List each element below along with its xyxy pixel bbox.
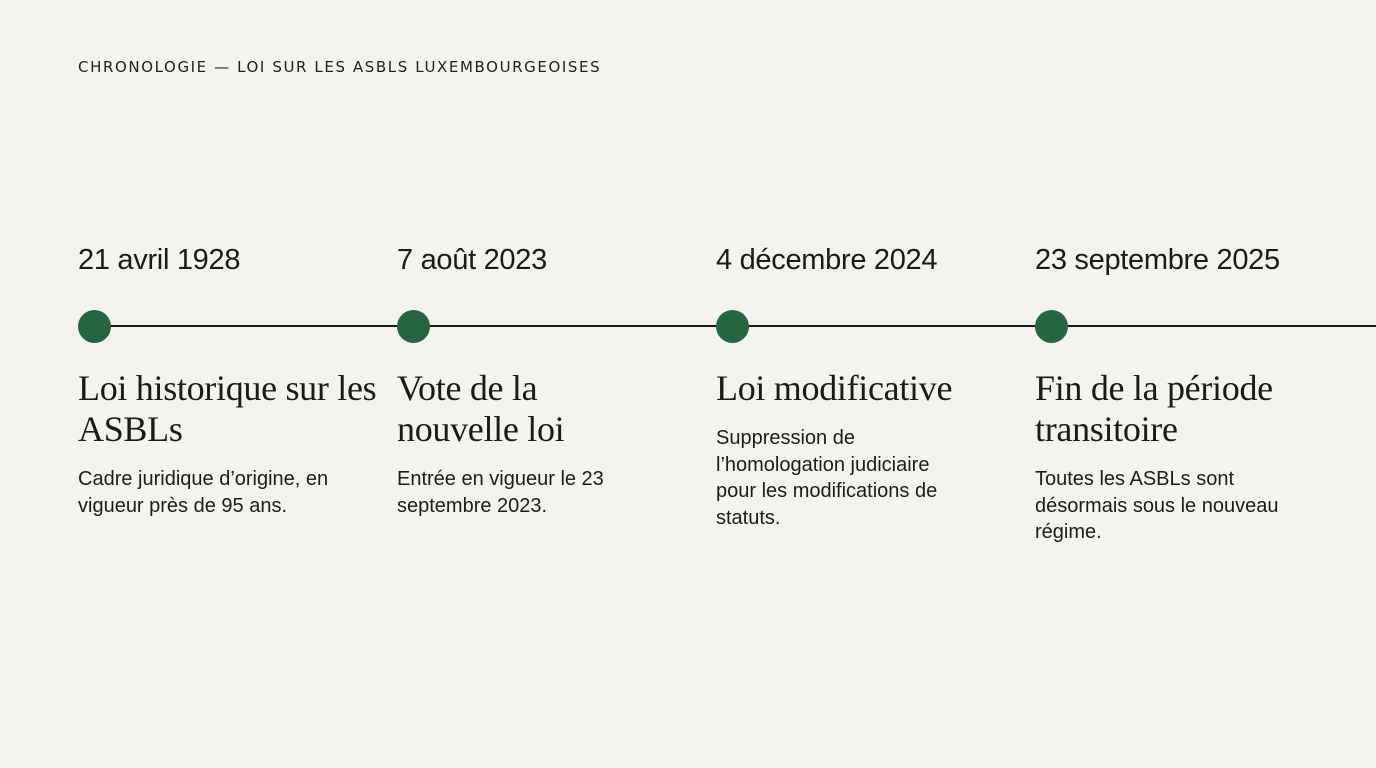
event-date: 23 septembre 2025: [1035, 244, 1280, 276]
event-marker-dot: [1035, 310, 1068, 343]
event-marker-dot: [397, 310, 430, 343]
event-date: 7 août 2023: [397, 244, 547, 276]
event-description: Entrée en vigueur le 23 septembre 2023.: [397, 468, 604, 517]
event-description: Cadre juridique d’origine, en vigueur près de 95 ans.: [78, 468, 329, 517]
event-description: Toutes les ASBLs sont désormais sous le nouveau régime.: [1035, 468, 1279, 543]
event-title: Loi modificative: [716, 368, 953, 408]
event-date: 4 décembre 2024: [716, 244, 938, 276]
event-title: Vote de la nouvelle loi: [397, 368, 565, 449]
timeline-heading: CHRONOLOGIE — LOI SUR LES ASBLS LUXEMBOURGEOISES: [78, 58, 602, 76]
event-description: Suppression de l’homologation judiciaire pour les modifications de statuts.: [716, 427, 938, 529]
event-date: 21 avril 1928: [78, 244, 241, 276]
event-marker-dot: [716, 310, 749, 343]
event-title: Loi historique sur les ASBLs: [78, 368, 377, 449]
event-marker-dot: [78, 310, 111, 343]
event-title: Fin de la période transitoire: [1035, 368, 1273, 449]
